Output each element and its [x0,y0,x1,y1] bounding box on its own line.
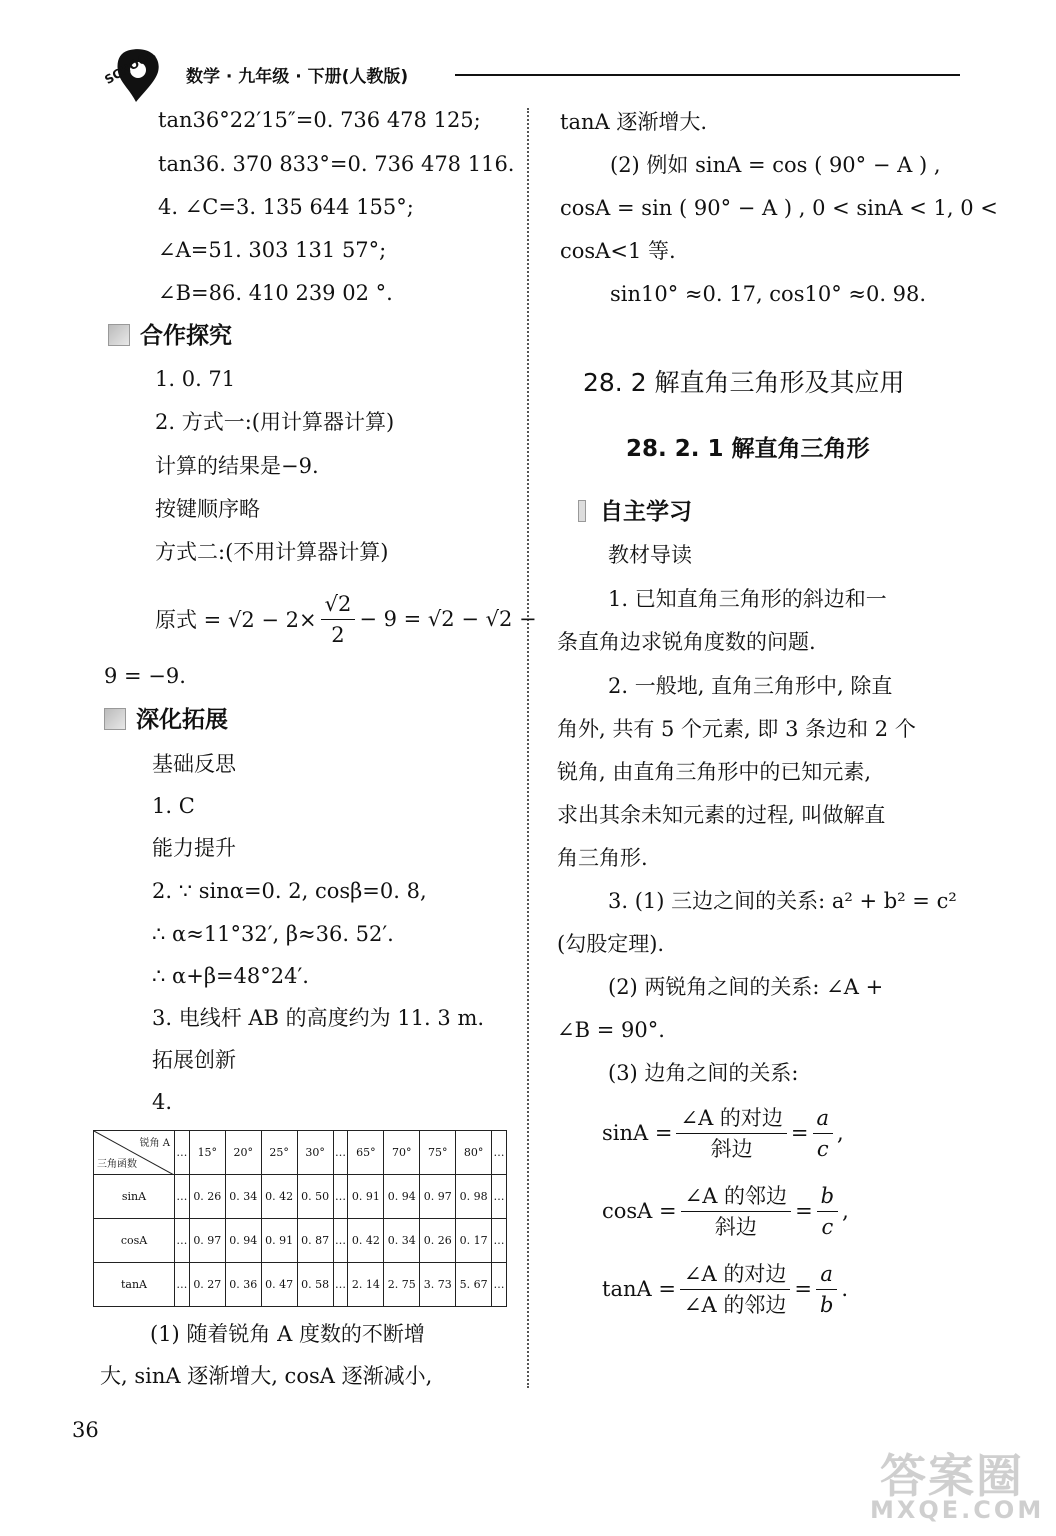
table-header-cell: 65° [348,1131,384,1175]
text-line: 大, sinA 逐渐增大, cosA 逐渐减小, [100,1364,433,1388]
text-line: (1) 随着锐角 A 度数的不断增 [150,1322,425,1346]
logo-text: SCHOOL [102,47,158,87]
text-line: 能力提升 [152,836,236,860]
table-row [94,1263,507,1307]
table-cell: 0. 91 [348,1175,384,1219]
table-cell: 0. 42 [261,1175,297,1219]
text-line: 按键顺序略 [155,497,260,521]
table-cell: … [333,1219,348,1263]
text-line: 计算的结果是−9. [155,454,319,478]
text-line: 2. ∵ sinα=0. 2, cosβ=0. 8, [152,879,427,903]
cos-formula: cosA = $\frac{\text{∠A 的邻边}}{\text{斜边}}$ = $\frac{b}{c}$ , [602,1176,849,1246]
text-line: tanA 逐渐增大. [560,110,707,134]
text-line: (2) 例如 sinA = cos ( 90° − A ) , [610,153,941,177]
text-line: ∴ α≈11°32′, β≈36. 52′. [152,922,394,946]
column-divider [527,108,529,1388]
section-title: 28. 2 解直角三角形及其应用 [583,368,905,397]
text-line: sin10° ≈0. 17, cos10° ≈0. 98. [610,282,927,306]
section-heading-self-study: 自主学习 [578,498,692,526]
table-header-cell: … [333,1131,348,1175]
table-cell: 0. 26 [189,1175,225,1219]
table-cell: 0. 97 [420,1175,456,1219]
table-cell: … [175,1219,190,1263]
text-line: 角外, 共有 5 个元素, 即 3 条边和 2 个 [557,717,916,741]
text-line: 1. 0. 71 [155,367,236,391]
row-label: cosA [94,1219,175,1263]
table-header-cell: 15° [189,1131,225,1175]
subsection-title: 28. 2. 1 解直角三角形 [626,436,870,462]
text-line: 条直角边求锐角度数的问题. [557,630,816,654]
table-corner: 锐角 A 三角函数 [94,1131,175,1175]
page-number: 36 [72,1418,99,1442]
text-line: 3. (1) 三边之间的关系: a² + b² = c² [608,889,957,913]
table-row [94,1175,507,1219]
table-cell: … [175,1263,190,1307]
table-cell: 3. 73 [420,1263,456,1307]
header-series: 数学 · 九年级 · 下册(人教版) [186,67,409,87]
table-cell: … [333,1175,348,1219]
table-header-cell: 30° [297,1131,333,1175]
text-line: 1. C [152,794,195,818]
table-cell: 0. 36 [225,1263,261,1307]
text-line: 教材导读 [608,543,692,567]
table-cell: 0. 97 [189,1219,225,1263]
text-line: ∠A=51. 303 131 57°; [158,238,387,262]
table-cell: 0. 50 [297,1175,333,1219]
text-line: 求出其余未知元素的过程, 叫做解直 [557,803,886,827]
section-heading-cooperate: 合作探究 [108,322,232,350]
watermark-cn: 答案圈 [880,1449,1024,1503]
text-line: ∠B = 90°. [557,1018,665,1042]
sin-formula: sinA = $\frac{\text{∠A 的对边}}{\text{斜边}}$ = $\frac{a}{c}$ , [602,1098,844,1168]
text-line: 方式二:(不用计算器计算) [155,540,389,564]
tan-formula: tanA = $\frac{\text{∠A 的对边}}{\text{∠A 的邻边}}$ = $\frac{a}{b}$ . [602,1254,848,1324]
table-cell: 5. 67 [456,1263,492,1307]
section-square-icon [578,500,586,522]
text-line: 9 = −9. [104,664,186,688]
table-cell: 0. 87 [297,1219,333,1263]
text-line: ∴ α+β=48°24′. [152,964,309,988]
table-header-cell: 20° [225,1131,261,1175]
table-cell: … [492,1219,507,1263]
text-line: 4. ∠C=3. 135 644 155°; [158,195,414,219]
table-cell: 0. 47 [261,1263,297,1307]
table-cell: 2. 75 [384,1263,420,1307]
formula-line: 原式 = √2 − 2× $\frac{√2}{2}$ − 9 = √2 − √2 − [155,584,537,654]
table-cell: 0. 58 [297,1263,333,1307]
text-line: 2. 一般地, 直角三角形中, 除直 [608,674,893,698]
section-square-icon [104,708,126,730]
table-header-cell: … [492,1131,507,1175]
table-header-cell: 75° [420,1131,456,1175]
text-line: 拓展创新 [152,1048,236,1072]
table-cell: … [333,1263,348,1307]
text-line: tan36. 370 833°=0. 736 478 116. [158,152,515,176]
table-cell: 0. 94 [384,1175,420,1219]
text-line: cosA = sin ( 90° − A ) , 0 < sinA < 1, 0 < [560,196,998,220]
table-cell: … [492,1263,507,1307]
text-line: cosA<1 等. [560,239,676,263]
header-rule [455,74,960,76]
table-cell: 0. 27 [189,1263,225,1307]
table-header-cell: 80° [456,1131,492,1175]
table-header-cell: 25° [261,1131,297,1175]
fraction: $\frac{√2}{2}$ [321,589,356,650]
text-line: 角三角形. [557,846,648,870]
watermark-url: MXQE.COM [870,1496,1045,1524]
table-header-cell: … [175,1131,190,1175]
section-square-icon [108,324,130,346]
text-line: 2. 方式一:(用计算器计算) [155,410,395,434]
row-label: sinA [94,1175,175,1219]
table-cell: 2. 14 [348,1263,384,1307]
text-line: tan36°22′15″=0. 736 478 125; [158,108,481,132]
table-cell: 0. 34 [225,1175,261,1219]
text-line: (勾股定理). [557,932,665,956]
table-header-cell: 70° [384,1131,420,1175]
school-logo [100,42,172,104]
table-cell: 0. 98 [456,1175,492,1219]
trig-table [93,1130,507,1307]
text-line: 4. [152,1090,173,1114]
table-cell: … [492,1175,507,1219]
text-line: 锐角, 由直角三角形中的已知元素, [557,760,872,784]
table-cell: 0. 34 [384,1219,420,1263]
text-line: ∠B=86. 410 239 02 °. [158,281,393,305]
row-label: tanA [94,1263,175,1307]
table-cell: 0. 94 [225,1219,261,1263]
table-cell: 0. 42 [348,1219,384,1263]
table-cell: … [175,1175,190,1219]
table-cell: 0. 17 [456,1219,492,1263]
text-line: (2) 两锐角之间的关系: ∠A + [608,975,884,999]
text-line: 基础反思 [152,752,236,776]
text-line: 3. 电线杆 AB 的高度约为 11. 3 m. [152,1006,485,1030]
table-cell: 0. 91 [261,1219,297,1263]
text-line: 1. 已知直角三角形的斜边和一 [608,587,887,611]
section-heading-deepen: 深化拓展 [104,706,228,734]
table-row [94,1219,507,1263]
text-line: (3) 边角之间的关系: [608,1061,799,1085]
table-cell: 0. 26 [420,1219,456,1263]
